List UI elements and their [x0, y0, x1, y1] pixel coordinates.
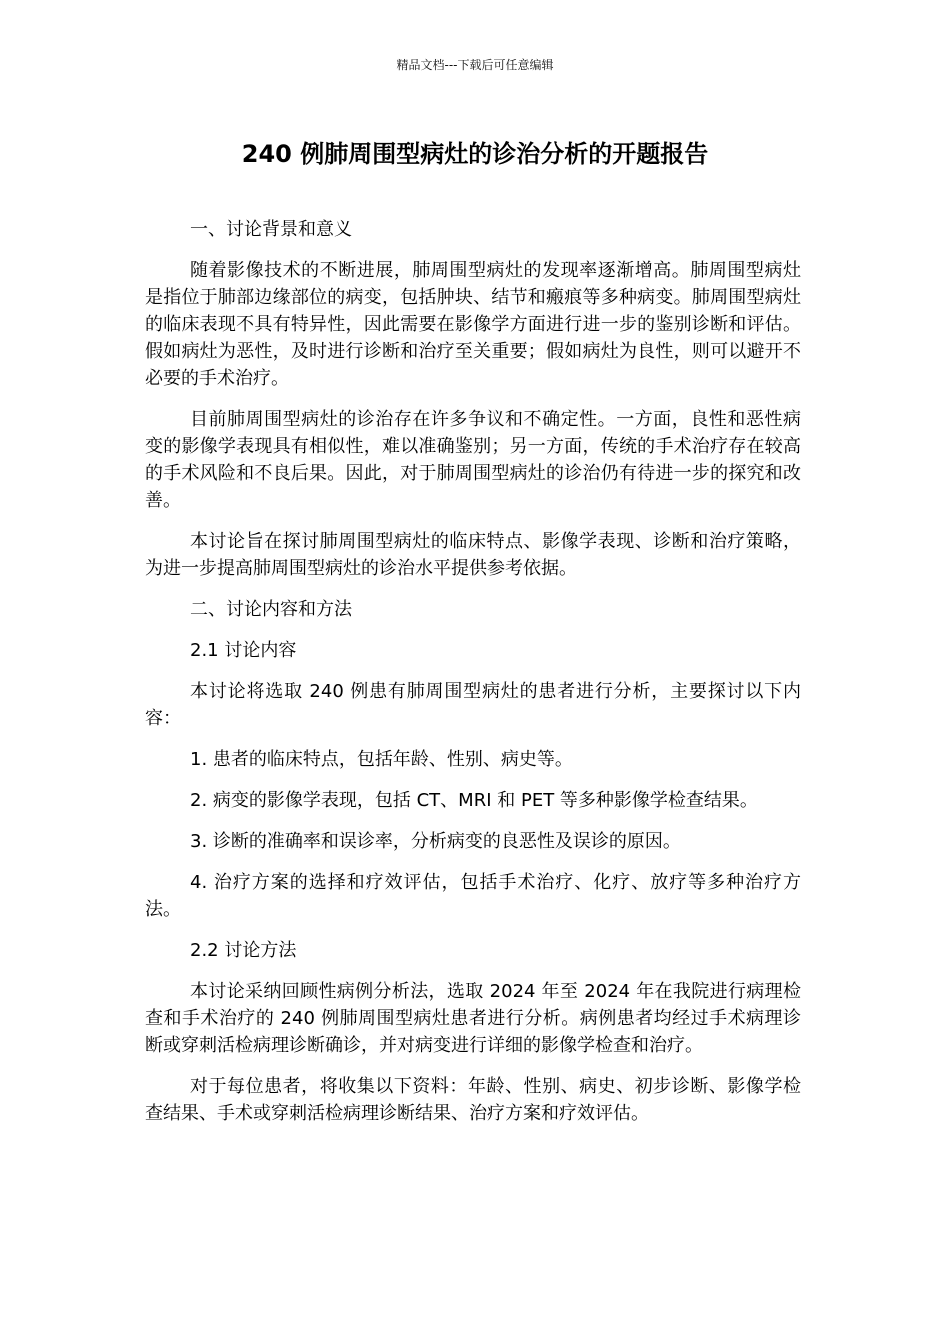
- paragraph-background-1: 随着影像技术的不断进展，肺周围型病灶的发现率逐渐增高。肺周围型病灶是指位于肺部边缘部位的病变，包括肿块、结节和瘢痕等多种病变。肺周围型病灶的临床表现不具有特异性，因此需要在影像学方面进行进一步的鉴别诊断和评估。假如病灶为恶性，及时进行诊断和治疗至关重要；假如病灶为良性，则可以避开不必要的手术治疗。: [145, 260, 801, 389]
- paragraph-background-2: 目前肺周围型病灶的诊治存在许多争议和不确定性。一方面，良性和恶性病变的影像学表现具有相似性，难以准确鉴别；另一方面，传统的手术治疗存在较高的手术风险和不良后果。因此，对于肺周围型病灶的诊治仍有待进一步的探究和改善。: [145, 409, 801, 511]
- section-heading-background: 一、讨论背景和意义: [190, 219, 352, 240]
- subsection-heading-content: 2.1 讨论内容: [190, 640, 297, 661]
- section-heading-content-methods: 二、讨论内容和方法: [190, 599, 352, 620]
- paragraph-content-intro: 本讨论将选取 240 例患有肺周围型病灶的患者进行分析，主要探讨以下内容：: [145, 681, 801, 729]
- list-item-4: 4. 治疗方案的选择和疗效评估，包括手术治疗、化疗、放疗等多种治疗方法。: [145, 872, 801, 920]
- paragraph-methods-2: 对于每位患者，将收集以下资料：年龄、性别、病史、初步诊断、影像学检查结果、手术或穿刺活检病理诊断结果、治疗方案和疗效评估。: [145, 1076, 801, 1124]
- page-header: 精品文档---下载后可任意编辑: [396, 58, 554, 72]
- list-item-2: 2. 病变的影像学表现，包括 CT、MRI 和 PET 等多种影像学检查结果。: [190, 790, 758, 811]
- paragraph-background-3: 本讨论旨在探讨肺周围型病灶的临床特点、影像学表现、诊断和治疗策略，为进一步提高肺周围型病灶的诊治水平提供参考依据。: [145, 531, 801, 579]
- subsection-heading-methods: 2.2 讨论方法: [190, 940, 297, 961]
- document-body: [145, 216, 801, 1141]
- paragraph-methods-1: 本讨论采纳回顾性病例分析法，选取 2024 年至 2024 年在我院进行病理检查和手术治疗的 240 例肺周围型病灶患者进行分析。病例患者均经过手术病理诊断或穿刺活检病理诊断确诊，并对病变进行详细的影像学检查和治疗。: [145, 981, 801, 1056]
- list-item-3: 3. 诊断的准确率和误诊率，分析病变的良恶性及误诊的原因。: [190, 831, 681, 852]
- list-item-1: 1. 患者的临床特点，包括年龄、性别、病史等。: [190, 749, 573, 770]
- document-title: 240 例肺周围型病灶的诊治分析的开题报告: [241, 140, 709, 168]
